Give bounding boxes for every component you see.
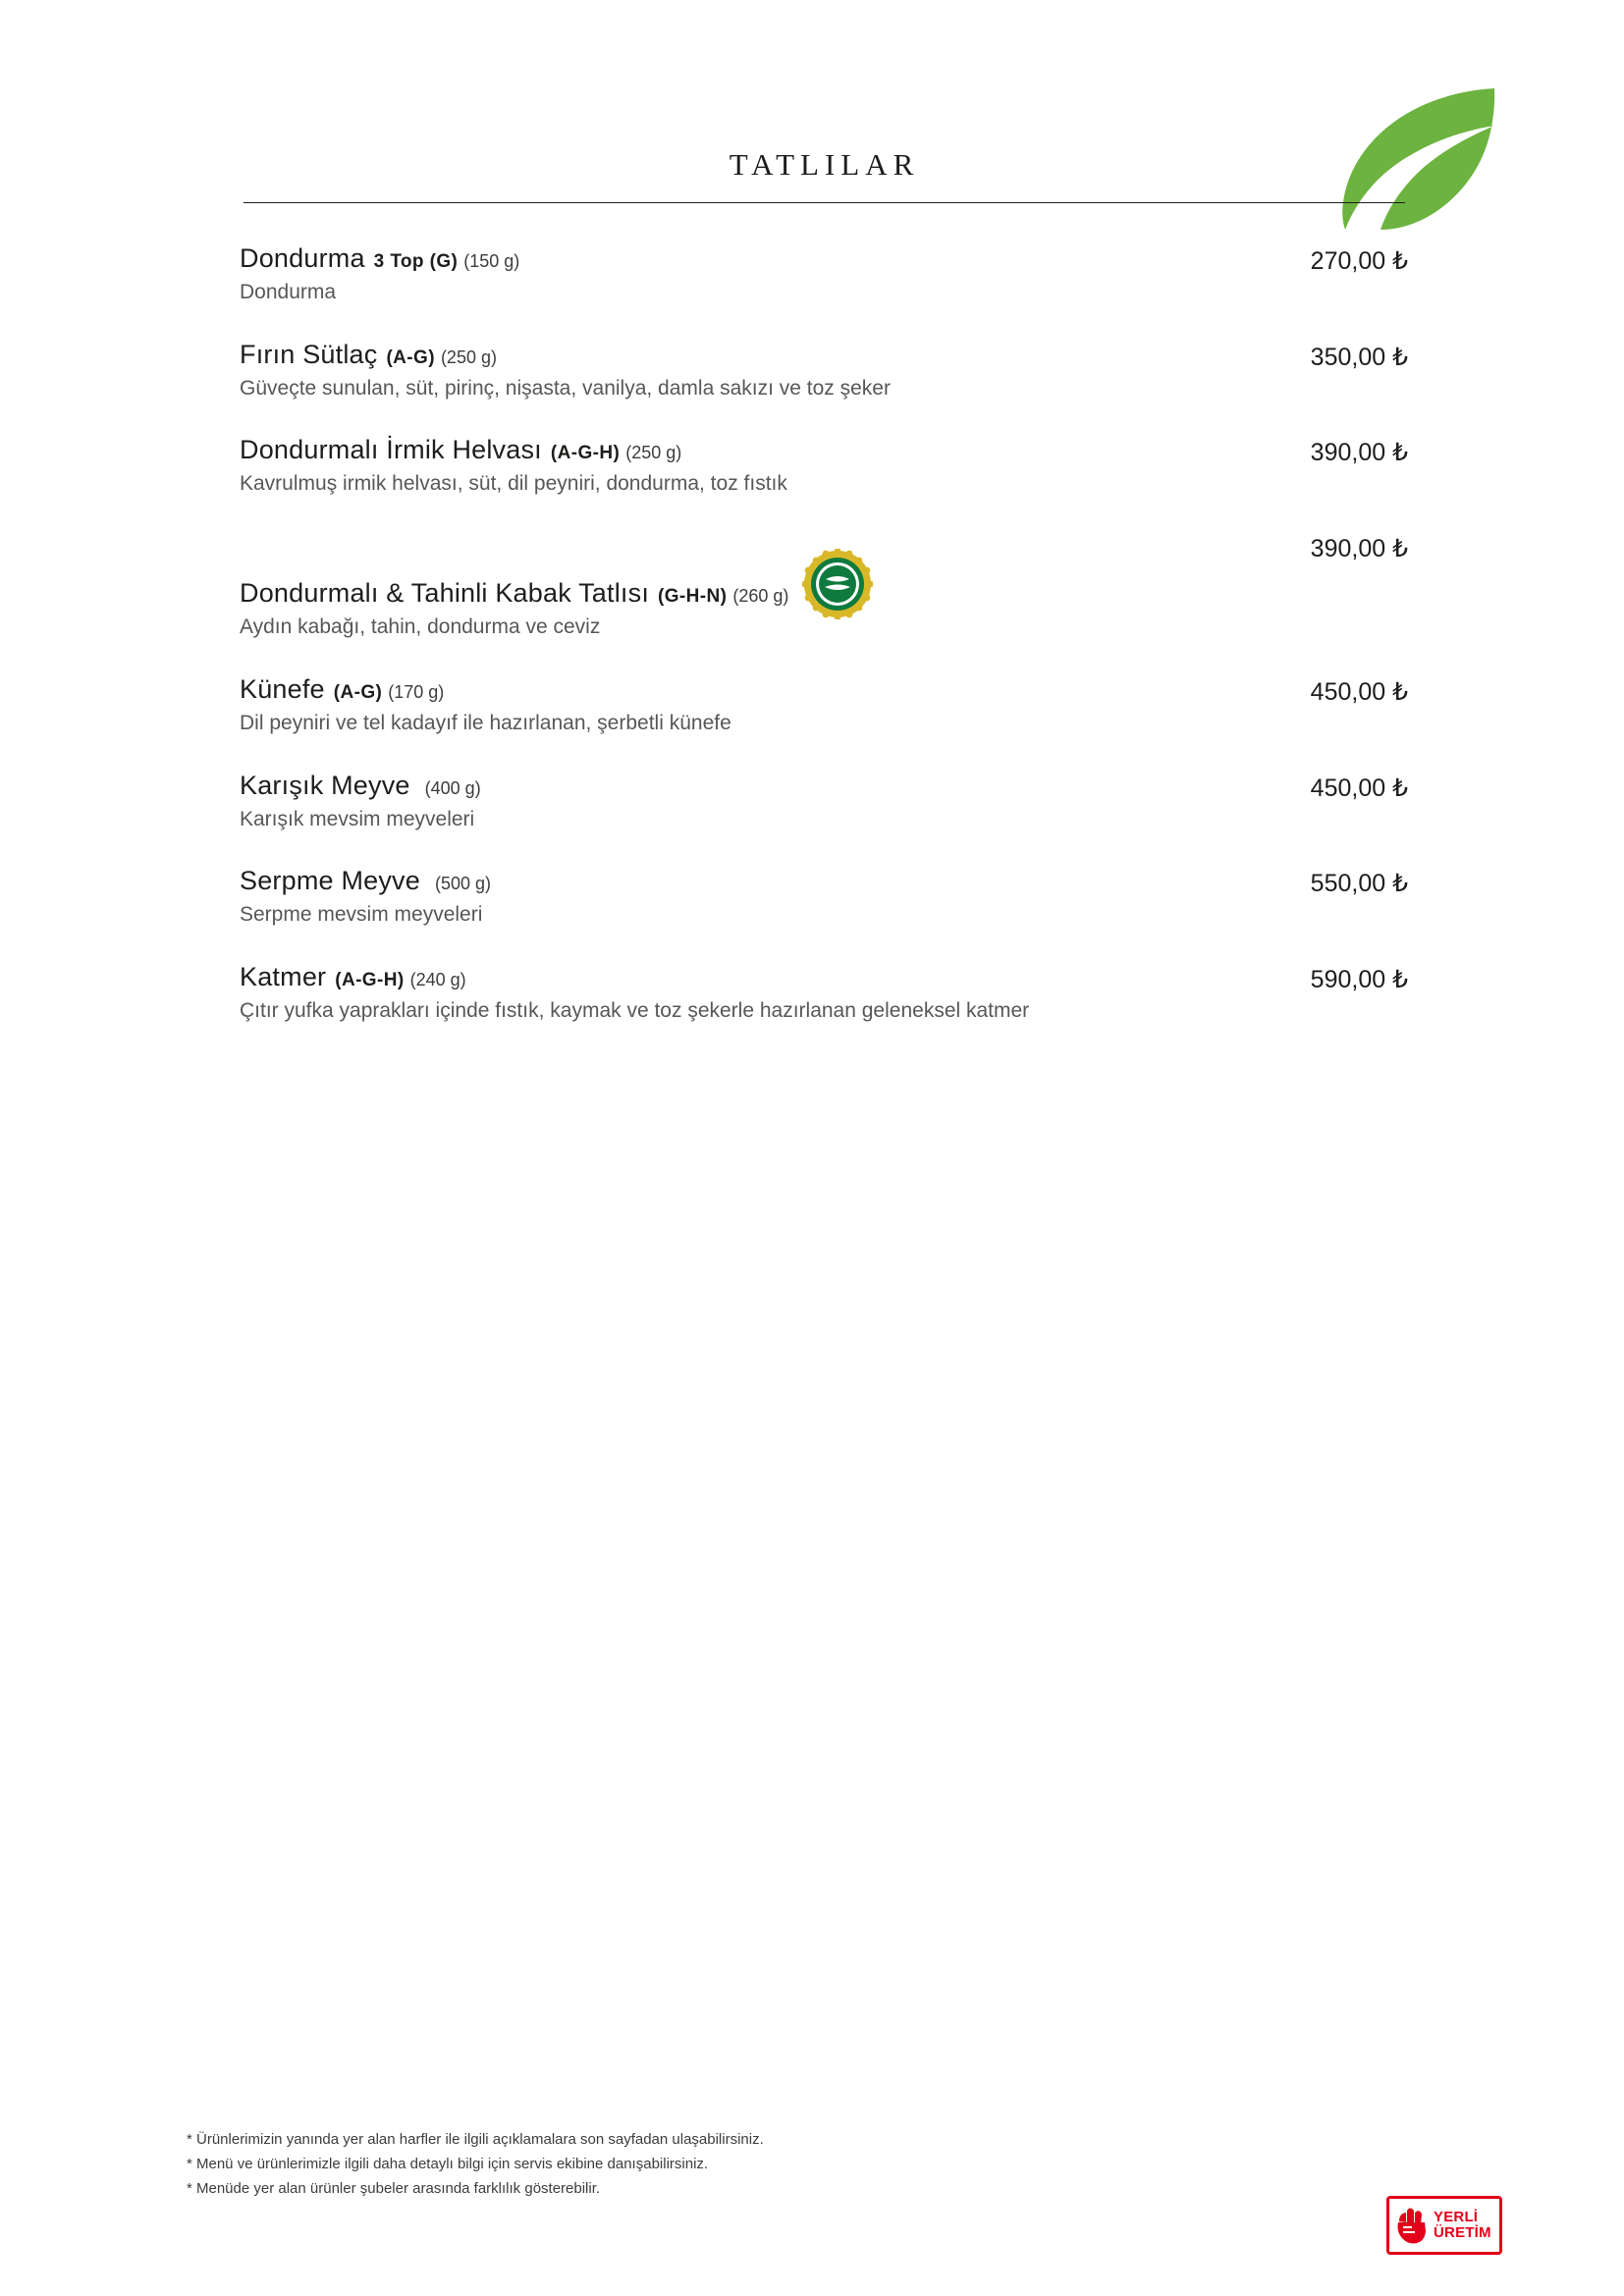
menu-item-weight: (250 g) — [625, 443, 682, 463]
menu-item-weight: (150 g) — [463, 251, 520, 271]
menu-item-description: Dondurma — [240, 280, 337, 303]
menu-item-weight: (400 g) — [424, 777, 481, 798]
menu-item — [240, 340, 1408, 402]
menu-item-info — [240, 435, 1261, 498]
yerli-uretim-line1: YERLİ — [1434, 2209, 1479, 2226]
menu-item-description: Kavrulmuş irmik helvası, süt, dil peyniri, dondurma, toz fıstık — [240, 472, 787, 496]
menu-item-info — [240, 962, 1261, 1025]
menu-item-weight: (250 g) — [440, 347, 497, 367]
menu-item-info — [240, 340, 1261, 402]
header-divider — [244, 202, 1405, 203]
page-title: TATLILAR — [729, 147, 920, 182]
menu-item-description: Karışık mevsim meyveleri — [240, 807, 475, 830]
menu-item-price: 450,00 ₺ — [1310, 774, 1408, 802]
menu-item — [240, 531, 1408, 641]
menu-item-allergens: (A-G) — [386, 347, 435, 368]
menu-item-price: 390,00 ₺ — [1310, 439, 1408, 467]
menu-item-allergens: (A-G-H) — [550, 443, 621, 464]
menu-item-title-line — [240, 531, 1237, 610]
menu-item-weight: (500 g) — [434, 874, 492, 894]
menu-item-price: 270,00 ₺ — [1310, 247, 1408, 275]
menu-item-info — [240, 674, 1261, 737]
page-header — [244, 147, 1405, 203]
menu-item-description: Güveçte sunulan, süt, pirinç, nişasta, vanilya, damla sakızı ve toz şeker — [240, 376, 891, 400]
menu-item-title-line — [240, 340, 1237, 371]
menu-item-name: Fırın Sütlaç — [240, 339, 378, 369]
footnotes — [187, 2128, 1168, 2201]
menu-item-name: Dondurma — [240, 243, 365, 273]
menu-item-title-line — [240, 962, 1237, 993]
menu-item-info — [240, 243, 1261, 306]
menu-item-name: Katmer — [240, 962, 327, 992]
menu-item-price: 390,00 ₺ — [1310, 535, 1408, 563]
yerli-uretim-text — [1434, 2210, 1491, 2240]
menu-item — [240, 771, 1408, 833]
menu-item-title-line — [240, 243, 1237, 275]
menu-item — [240, 962, 1408, 1025]
menu-item-price: 590,00 ₺ — [1310, 966, 1408, 994]
menu-item-title-line — [240, 674, 1237, 706]
menu-item — [240, 435, 1408, 498]
menu-item-list — [240, 243, 1408, 1058]
menu-item-description: Serpme mevsim meyveleri — [240, 903, 483, 927]
menu-item-name: Künefe — [240, 673, 325, 704]
menu-item-price: 550,00 ₺ — [1310, 870, 1408, 898]
quality-seal-icon — [802, 549, 873, 619]
menu-item-description: Çıtır yufka yaprakları içinde fıstık, kaymak ve toz şekerle hazırlanan geleneksel katmer — [240, 999, 1030, 1022]
menu-item-title-line — [240, 771, 1237, 802]
menu-item-description: Aydın kabağı, tahin, dondurma ve ceviz — [240, 615, 601, 639]
menu-item-info — [240, 771, 1261, 833]
menu-item-title-line — [240, 435, 1237, 466]
menu-item-name: Karışık Meyve — [240, 770, 410, 800]
menu-item-weight: (260 g) — [732, 586, 789, 607]
menu-item-name: Dondurmalı İrmik Helvası — [240, 435, 542, 465]
yerli-uretim-hand-icon — [1395, 2206, 1429, 2245]
menu-item-price: 450,00 ₺ — [1310, 677, 1408, 706]
menu-item-allergens: (G-H-N) — [658, 586, 728, 608]
menu-item-description: Dil peyniri ve tel kadayıf ile hazırlanan, şerbetli künefe — [240, 711, 731, 734]
footnote-line: * Menü ve ürünlerimizle ilgili daha detaylı bilgi için servis ekibine danışabilirsiniz. — [187, 2155, 709, 2172]
menu-item — [240, 674, 1408, 737]
footnote-line: * Ürünlerimizin yanında yer alan harfler ile ilgili açıklamalara son sayfadan ulaşabilirsiniz. — [187, 2131, 764, 2148]
menu-item — [240, 243, 1408, 306]
menu-item-allergens: (A-G) — [333, 681, 383, 703]
menu-item-allergens: (A-G-H) — [335, 970, 405, 991]
yerli-uretim-line2: ÜRETİM — [1434, 2224, 1491, 2241]
footnote-line: * Menüde yer alan ürünler şubeler arasında farklılık gösterebilir. — [187, 2179, 601, 2197]
menu-item-weight: (240 g) — [409, 970, 466, 990]
menu-item-name: Dondurmalı & Tahinli Kabak Tatlısı — [240, 578, 650, 609]
menu-item-price: 350,00 ₺ — [1310, 343, 1408, 371]
menu-item-title-line — [240, 866, 1237, 897]
menu-item-weight: (170 g) — [388, 681, 445, 702]
yerli-uretim-logo — [1386, 2196, 1502, 2255]
menu-item-info — [240, 866, 1261, 929]
menu-item-name: Serpme Meyve — [240, 866, 420, 896]
menu-item-allergens: 3 Top (G) — [373, 251, 459, 272]
menu-item — [240, 866, 1408, 929]
menu-item-info — [240, 531, 1261, 641]
